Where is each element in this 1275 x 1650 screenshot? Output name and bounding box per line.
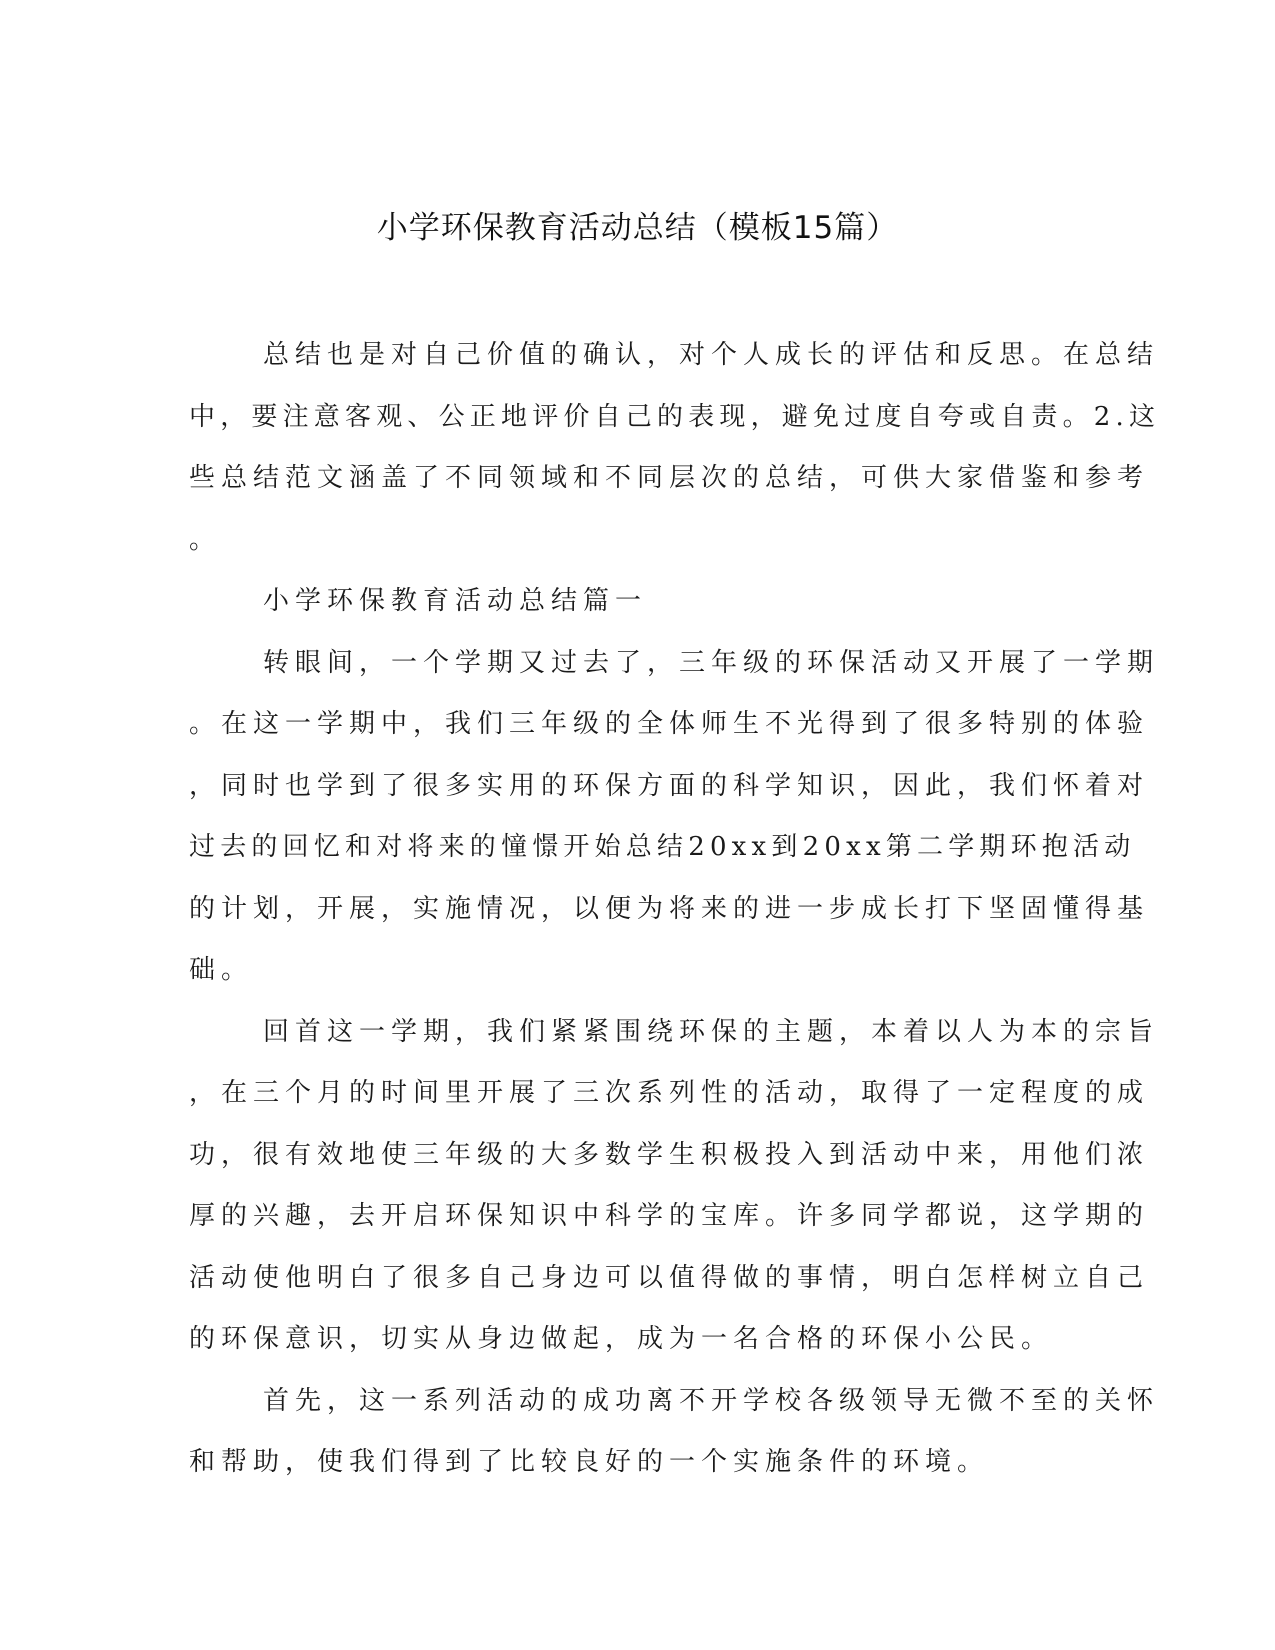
- paragraph-line: 功，很有效地使三年级的大多数学生积极投入到活动中来，用他们浓: [189, 1139, 1150, 1170]
- paragraph-line: ，同时也学到了很多实用的环保方面的科学知识，因此，我们怀着对: [189, 770, 1150, 801]
- paragraph-line: ，在三个月的时间里开展了三次系列性的活动，取得了一定程度的成: [189, 1078, 1150, 1108]
- paragraph-line: 。在这一学期中，我们三年级的全体师生不光得到了很多特别的体验: [189, 709, 1150, 739]
- paragraph-line: 的环保意识，切实从身边做起，成为一名合格的环保小公民。: [189, 1324, 1054, 1354]
- paragraph-line: 总结也是对自己价值的确认，对个人成长的评估和反思。在总结: [263, 340, 1160, 370]
- paragraph-line: 过去的回忆和对将来的憧憬开始总结20xx到20xx第二学期环抱活动: [189, 832, 1136, 862]
- paragraph-line: 厚的兴趣，去开启环保知识中科学的宝库。许多同学都说，这学期的: [189, 1201, 1150, 1231]
- paragraph-line: 首先，这一系列活动的成功离不开学校各级领导无微不至的关怀: [263, 1385, 1160, 1416]
- paragraph-line: 些总结范文涵盖了不同领域和不同层次的总结，可供大家借鉴和参考: [189, 463, 1150, 493]
- paragraph-line: 转眼间，一个学期又过去了，三年级的环保活动又开展了一学期: [263, 647, 1160, 678]
- paragraph-line: 。: [189, 524, 222, 555]
- paragraph-line: 活动使他明白了很多自己身边可以值得做的事情，明白怎样树立自己: [189, 1262, 1150, 1293]
- document-body: [189, 325, 1161, 1494]
- paragraph-line: 和帮助，使我们得到了比较良好的一个实施条件的环境。: [189, 1447, 990, 1477]
- paragraph-line: 中，要注意客观、公正地评价自己的表现，避免过度自夸或自责。2.这: [189, 401, 1161, 432]
- paragraph-line: 的计划，开展，实施情况，以便为将来的进一步成长打下坚固懂得基: [189, 893, 1150, 924]
- paragraph-line: 础。: [189, 955, 254, 985]
- paragraph-line: 回首这一学期，我们紧紧围绕环保的主题，本着以人为本的宗旨: [263, 1016, 1160, 1047]
- section-heading: 小学环保教育活动总结篇一: [263, 586, 648, 616]
- document-title: 小学环保教育活动总结（模板15篇）: [376, 210, 899, 246]
